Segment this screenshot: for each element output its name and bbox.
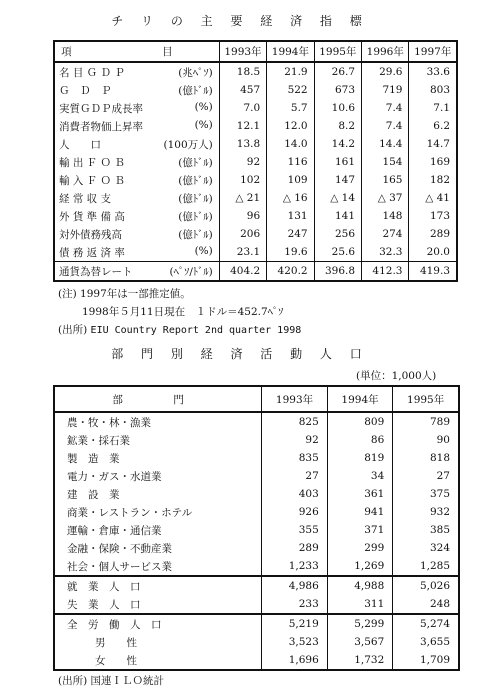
value-cell: 161: [314, 153, 361, 171]
value-cell: 522: [267, 81, 314, 99]
row-label: [54, 99, 219, 117]
value-cell: 109: [267, 171, 314, 189]
value-cell: 932: [393, 503, 459, 521]
indicator-name: 輸 出 Ｆ Ｏ Ｂ: [59, 156, 125, 169]
table-row: [54, 153, 457, 171]
indicator-name: 人 口: [59, 138, 101, 151]
sector-label: 運輸・倉庫・通信業: [67, 524, 162, 537]
value-cell: 12.1: [219, 117, 266, 135]
indicator-unit: (億ﾄﾞﾙ): [178, 228, 213, 241]
value-cell: 92: [262, 431, 328, 449]
value-cell: 375: [393, 485, 459, 503]
value-cell: △ 41: [409, 189, 457, 207]
indicator-unit: (億ﾄﾞﾙ): [178, 84, 213, 97]
table-row: [54, 431, 459, 449]
value-cell: 835: [262, 449, 328, 467]
column-header-1993: 1993年: [262, 386, 328, 412]
value-cell: 4,986: [262, 576, 328, 595]
value-cell: 233: [262, 595, 328, 614]
value-cell: 289: [262, 539, 328, 557]
value-cell: 419.3: [409, 262, 457, 282]
table-row: [54, 412, 459, 431]
table-row: [54, 135, 457, 153]
value-cell: △ 21: [219, 189, 266, 207]
table-row: [54, 576, 459, 595]
value-cell: 396.8: [314, 262, 361, 282]
value-cell: 154: [362, 153, 409, 171]
value-cell: 12.0: [267, 117, 314, 135]
value-cell: 361: [327, 485, 393, 503]
value-cell: 274: [362, 225, 409, 243]
value-cell: 719: [362, 81, 409, 99]
value-cell: 14.2: [314, 135, 361, 153]
value-cell: 819: [327, 449, 393, 467]
value-cell: 324: [393, 539, 459, 557]
value-cell: 299: [327, 539, 393, 557]
value-cell: 32.3: [362, 243, 409, 262]
value-cell: 3,523: [262, 633, 328, 651]
value-cell: 5.7: [267, 99, 314, 117]
exchange-rate-note: 1998年５月11日現在 １ドル＝452.7ﾍﾟｿ: [82, 306, 284, 318]
indicator-name: Ｇ Ｄ Ｐ: [59, 84, 112, 97]
indicator-name: 経 常 収 支: [59, 192, 112, 205]
value-cell: 165: [362, 171, 409, 189]
unit-note: (単位：1,000人): [356, 370, 437, 382]
value-cell: 173: [409, 207, 457, 225]
value-cell: 102: [219, 171, 266, 189]
table1-title: チ リ の 主 要 経 済 指 標: [111, 14, 369, 28]
value-cell: 206: [219, 225, 266, 243]
value-cell: 10.6: [314, 99, 361, 117]
table-row: [54, 633, 459, 651]
value-cell: 27: [393, 467, 459, 485]
value-cell: 116: [267, 153, 314, 171]
value-cell: 92: [219, 153, 266, 171]
value-cell: 789: [393, 412, 459, 431]
value-cell: 34: [327, 467, 393, 485]
table-row: [54, 449, 459, 467]
value-cell: 673: [314, 81, 361, 99]
sector-label: 建 設 業: [67, 488, 120, 501]
table2-source: (出所) 国連ＩＬＯ統計: [58, 675, 165, 687]
value-cell: 248: [393, 595, 459, 614]
source-text: EIU Country Report 2nd quarter 1998: [90, 325, 302, 336]
row-label: [54, 62, 219, 81]
table-row: [54, 117, 457, 135]
value-cell: △ 16: [267, 189, 314, 207]
indicator-unit: (%): [194, 118, 213, 131]
sector-label: 就 業 人 口: [54, 576, 262, 595]
sector-label: 農・牧・林・漁業: [67, 416, 151, 429]
indicator-unit: (%): [194, 244, 213, 257]
value-cell: 1,732: [327, 651, 393, 670]
sector-label: 金融・保険・不動産業: [67, 542, 172, 555]
table-row: [54, 539, 459, 557]
value-cell: 141: [314, 207, 361, 225]
indicator-name: 輸 入 Ｆ Ｏ Ｂ: [59, 174, 125, 187]
value-cell: 14.0: [267, 135, 314, 153]
value-cell: 5,299: [327, 614, 393, 633]
value-cell: 148: [362, 207, 409, 225]
value-cell: 20.0: [409, 243, 457, 262]
value-cell: 371: [327, 521, 393, 539]
value-cell: 96: [219, 207, 266, 225]
row-label: [54, 189, 219, 207]
value-cell: 941: [327, 503, 393, 521]
row-label: [54, 81, 219, 99]
table-row: [54, 485, 459, 503]
value-cell: 13.8: [219, 135, 266, 153]
table-row: [54, 595, 459, 614]
source-prefix: (出所): [58, 324, 88, 336]
table1-note: (注) 1997年は一部推定値。: [58, 288, 191, 300]
value-cell: 147: [314, 171, 361, 189]
value-cell: 311: [327, 595, 393, 614]
value-cell: 131: [267, 207, 314, 225]
value-cell: 169: [409, 153, 457, 171]
table-row: [54, 614, 459, 633]
row-label: [54, 153, 219, 171]
row-label: [54, 207, 219, 225]
indicator-unit: (ﾍﾟｿ/ﾄﾞﾙ): [169, 265, 213, 278]
indicator-unit: (億ﾄﾞﾙ): [178, 210, 213, 223]
sector-label: 全 労 働 人 口: [54, 614, 262, 633]
value-cell: 182: [409, 171, 457, 189]
value-cell: 5,219: [262, 614, 328, 633]
value-cell: 412.3: [362, 262, 409, 282]
indicator-unit: (100万人): [163, 138, 213, 151]
indicator-name: 外 貨 準 備 高: [59, 210, 125, 223]
value-cell: 7.0: [219, 99, 266, 117]
value-cell: 26.7: [314, 62, 361, 81]
value-cell: 7.1: [409, 99, 457, 117]
value-cell: 404.2: [219, 262, 266, 282]
value-cell: △ 37: [362, 189, 409, 207]
value-cell: 457: [219, 81, 266, 99]
row-label: [54, 135, 219, 153]
table-row: [54, 99, 457, 117]
value-cell: 247: [267, 225, 314, 243]
value-cell: 3,567: [327, 633, 393, 651]
column-header-1996: 1996年: [362, 41, 409, 62]
workforce-by-sector-table: [53, 385, 460, 671]
value-cell: 1,285: [393, 557, 459, 576]
value-cell: 3,655: [393, 633, 459, 651]
value-cell: 19.6: [267, 243, 314, 262]
row-label: [54, 171, 219, 189]
value-cell: 14.7: [409, 135, 457, 153]
indicator-unit: (%): [194, 100, 213, 113]
value-cell: 33.6: [409, 62, 457, 81]
value-cell: 29.6: [362, 62, 409, 81]
sector-label: 社会・個人サービス業: [67, 560, 172, 573]
value-cell: 809: [327, 412, 393, 431]
value-cell: 4,988: [327, 576, 393, 595]
column-header-sector: 部 門: [54, 386, 262, 412]
table-row: [54, 207, 457, 225]
table-row: [54, 225, 457, 243]
value-cell: 23.1: [219, 243, 266, 262]
table-row: [54, 521, 459, 539]
value-cell: 18.5: [219, 62, 266, 81]
value-cell: 25.6: [314, 243, 361, 262]
table-row: [54, 651, 459, 670]
value-cell: 7.4: [362, 117, 409, 135]
table-row: [54, 503, 459, 521]
column-header-1995: 1995年: [393, 386, 459, 412]
column-header-item: 項 目: [54, 41, 219, 62]
sector-label: 失 業 人 口: [67, 598, 141, 611]
row-label: [54, 243, 219, 262]
table-row: [54, 243, 457, 262]
column-header-1994: 1994年: [327, 386, 393, 412]
table1-source: [58, 322, 301, 337]
value-cell: 256: [314, 225, 361, 243]
sector-label: 女 性: [95, 654, 137, 667]
value-cell: 803: [409, 81, 457, 99]
value-cell: 27: [262, 467, 328, 485]
indicator-name: 通貨為替レート: [59, 265, 133, 278]
indicator-unit: (億ﾄﾞﾙ): [178, 192, 213, 205]
value-cell: 5,026: [393, 576, 459, 595]
row-label: [54, 117, 219, 135]
sector-label: 電力・ガス・水道業: [67, 470, 162, 483]
value-cell: 289: [409, 225, 457, 243]
value-cell: 926: [262, 503, 328, 521]
value-cell: 1,709: [393, 651, 459, 670]
sector-label: 製 造 業: [67, 452, 120, 465]
value-cell: 355: [262, 521, 328, 539]
column-header-1995: 1995年: [314, 41, 361, 62]
column-header-1993: 1993年: [219, 41, 266, 62]
indicator-name: 実質ＧＤＰ成長率: [59, 102, 143, 115]
indicator-name: 名 目 Ｇ Ｄ Ｐ: [59, 66, 125, 79]
table-row: [54, 262, 457, 282]
sector-label: 商業・レストラン・ホテル: [67, 506, 193, 519]
table-header-row: [54, 386, 459, 412]
value-cell: 14.4: [362, 135, 409, 153]
economic-indicators-table: [53, 40, 458, 282]
sector-label: 鉱業・採石業: [67, 434, 130, 447]
column-header-1994: 1994年: [267, 41, 314, 62]
table-row: [54, 189, 457, 207]
table-header-row: [54, 41, 457, 62]
indicator-name: 債 務 返 済 率: [59, 246, 125, 259]
value-cell: 21.9: [267, 62, 314, 81]
sector-label: 男 性: [95, 636, 137, 649]
indicator-unit: (億ﾄﾞﾙ): [178, 174, 213, 187]
value-cell: 8.2: [314, 117, 361, 135]
row-label: [54, 262, 219, 282]
value-cell: △ 14: [314, 189, 361, 207]
indicator-unit: (億ﾄﾞﾙ): [178, 156, 213, 169]
value-cell: 1,269: [327, 557, 393, 576]
table-row: [54, 171, 457, 189]
value-cell: 5,274: [393, 614, 459, 633]
row-label: [54, 225, 219, 243]
value-cell: 1,696: [262, 651, 328, 670]
value-cell: 818: [393, 449, 459, 467]
value-cell: 1,233: [262, 557, 328, 576]
table2-title: 部 門 別 経 済 活 動 人 口: [111, 347, 369, 361]
indicator-name: 消費者物価上昇率: [59, 120, 143, 133]
value-cell: 6.2: [409, 117, 457, 135]
column-header-1997: 1997年: [409, 41, 457, 62]
value-cell: 420.2: [267, 262, 314, 282]
value-cell: 86: [327, 431, 393, 449]
table-row: [54, 467, 459, 485]
table-row: [54, 81, 457, 99]
value-cell: 90: [393, 431, 459, 449]
table-row: [54, 62, 457, 81]
value-cell: 385: [393, 521, 459, 539]
value-cell: 825: [262, 412, 328, 431]
indicator-name: 対外債務残高: [59, 228, 122, 241]
indicator-unit: (兆ﾍﾟｿ): [178, 66, 213, 79]
value-cell: 7.4: [362, 99, 409, 117]
value-cell: 403: [262, 485, 328, 503]
table-row: [54, 557, 459, 576]
